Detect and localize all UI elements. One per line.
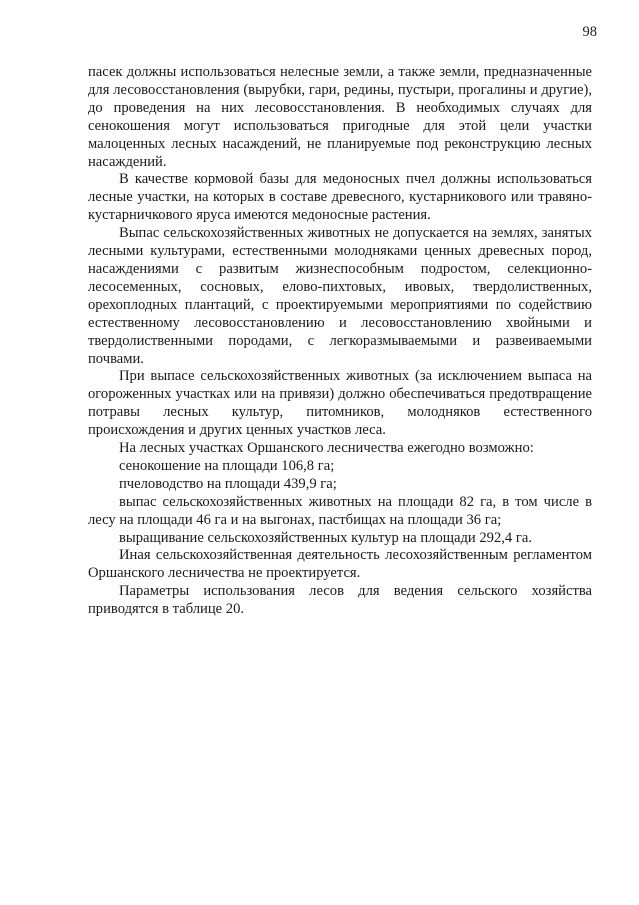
- paragraph-annual-possible: На лесных участках Оршанского лесничества ежегодно возможно:: [119, 440, 534, 457]
- paragraph-grazing-restrictions: Выпас сельскохозяйственных животных не допускается на землях, занятых лесными культурами, естественными молодняками ценных древесных пород, насаждениями с развитым жизнеспособным подростом, селекционно-лесосеменных, сосновых, елово-пихтовых, ивовых, твердолиственных, орехоплодных плантаций, с проектируемыми мероприятиями по содействию естественному лесовосстановлению и лесовосстановлению хвойными и твердолиственными породами, с легкоразмываемыми и развеиваемыми почвами.: [88, 225, 592, 367]
- page-number: 98: [582, 24, 597, 40]
- paragraph-table-reference: Параметры использования лесов для ведения сельского хозяйства приводятся в таблице 20.: [88, 583, 592, 618]
- paragraph-continuation: пасек должны использоваться нелесные земли, а также земли, предназначенные для лесовосстановления (вырубки, гари, редины, пустыри, прогалины и другие), до проведения на них лесовосстановления. В необходимых случаях для сенокошения могут использоваться пригодные для этой цели участки малоценных лесных насаждений, не планируемые под реконструкцию лесных насаждений.: [88, 64, 592, 170]
- paragraph-grazing-protection: При выпасе сельскохозяйственных животных (за исключением выпаса на огороженных участках или на привязи) должно обеспечиваться предотвращение потравы лесных культур, питомников, молодняков естественного происхождения и других ценных участков леса.: [88, 368, 592, 439]
- list-item-beekeeping: пчеловодство на площади 439,9 га;: [119, 475, 337, 492]
- paragraph-honey-base: В качестве кормовой базы для медоносных пчел должны использоваться лесные участки, на которых в составе древесного, кустарникового или травяно-кустарничкового яруса имеются медоносные растения.: [88, 171, 592, 224]
- list-item-haymaking: сенокошение на площади 106,8 га;: [119, 457, 335, 474]
- list-item-crops: выращивание сельскохозяйственных культур на площади 292,4 га.: [119, 529, 532, 546]
- list-item-grazing: выпас сельскохозяйственных животных на площади 82 га, в том числе в лесу на площади 46 га и на выгонах, пастбищах на площади 36 га;: [88, 493, 592, 528]
- body-text: [88, 64, 592, 619]
- paragraph-other-activity: Иная сельскохозяйственная деятельность лесохозяйственным регламентом Оршанского лесничества не проектируется.: [88, 547, 592, 582]
